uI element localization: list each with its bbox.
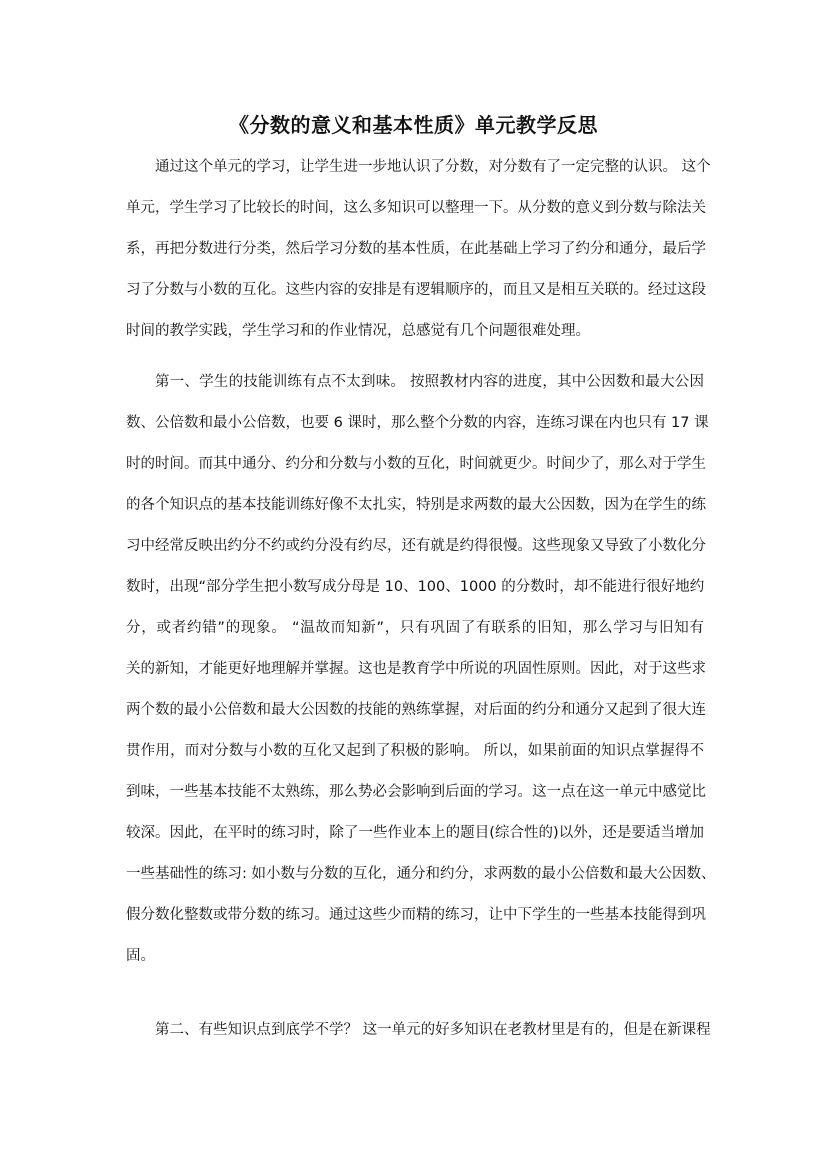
paragraph-1-line-5: 时间的教学实践，学生学习和的作业情况，总感觉有几个问题很难处理。 xyxy=(126,323,590,339)
paragraph-2-line-4: 的各个知识点的基本技能训练好像不太扎实，特别是求两数的最大公因数，因为在学生的练 xyxy=(126,497,706,513)
paragraph-1-line-2: 单元，学生学习了比较长的时间，这么多知识可以整理一下。从分数的意义到分数与除法关 xyxy=(126,200,706,216)
paragraph-2-line-8: 关的新知，才能更好地理解并掌握。这也是教育学中所说的巩固性原则。因此，对于这些求 xyxy=(126,661,706,677)
paragraph-2-line-9: 两个数的最小公倍数和最大公因数的技能的熟练掌握，对后面的约分和通分又起到了很大连 xyxy=(126,702,706,718)
paragraph-2-line-12: 较深。因此，在平时的练习时，除了一些作业本上的题目(综合性的)以外，还是要适当增加 xyxy=(126,825,704,841)
paragraph-1-line-1: 通过这个单元的学习，让学生进一步地认识了分数，对分数有了一定完整的认识。 这个 xyxy=(155,159,711,175)
paragraph-2-line-13: 一些基础性的练习: 如小数与分数的互化，通分和约分，求两数的最小公倍数和最大公因数、 xyxy=(126,866,716,882)
paragraph-2-line-5: 习中经常反映出约分不约或约分没有约尽，还有就是约得很慢。这些现象又导致了小数化分 xyxy=(126,538,706,554)
document-title: 《分数的意义和基本性质》单元教学反思 xyxy=(229,113,598,137)
paragraph-2-line-14: 假分数化整数或带分数的练习。通过这些少而精的练习，让中下学生的一些基本技能得到巩 xyxy=(126,907,706,923)
paragraph-2-line-6: 数时，出现“部分学生把小数写成分母是 10、100、1000 的分数时，却不能进行很好地约 xyxy=(126,579,705,595)
paragraph-2-line-7: 分，或者约错”的现象。 “温故而知新”，只有巩固了有联系的旧知，那么学习与旧知有 xyxy=(126,620,704,636)
paragraph-1-line-3: 系，再把分数进行分类，然后学习分数的基本性质，在此基础上学习了约分和通分，最后学 xyxy=(126,241,706,257)
paragraph-1-line-4: 习了分数与小数的互化。这些内容的安排是有逻辑顺序的，而且又是相互关联的。经过这段 xyxy=(126,282,706,298)
paragraph-2-line-15: 固。 xyxy=(126,948,155,964)
paragraph-2-line-1: 第一、学生的技能训练有点不太到味。 按照教材内容的进度，其中公因数和最大公因 xyxy=(155,374,704,390)
paragraph-2-line-2: 数、公倍数和最小公倍数，也要 6 课时，那么整个分数的内容，连练习课在内也只有 17 课 xyxy=(126,415,709,431)
paragraph-2-line-11: 到味，一些基本技能不太熟练，那么势必会影响到后面的学习。这一点在这一单元中感觉比 xyxy=(126,784,706,800)
paragraph-3-line-1: 第二、有些知识点到底学不学？ 这一单元的好多知识在老教材里是有的，但是在新课程 xyxy=(155,1022,711,1038)
paragraph-2-line-3: 时的时间。而其中通分、约分和分数与小数的互化，时间就更少。时间少了，那么对于学生 xyxy=(126,456,706,472)
paragraph-2-line-10: 贯作用，而对分数与小数的互化又起到了积极的影响。 所以，如果前面的知识点掌握得不 xyxy=(126,743,704,759)
